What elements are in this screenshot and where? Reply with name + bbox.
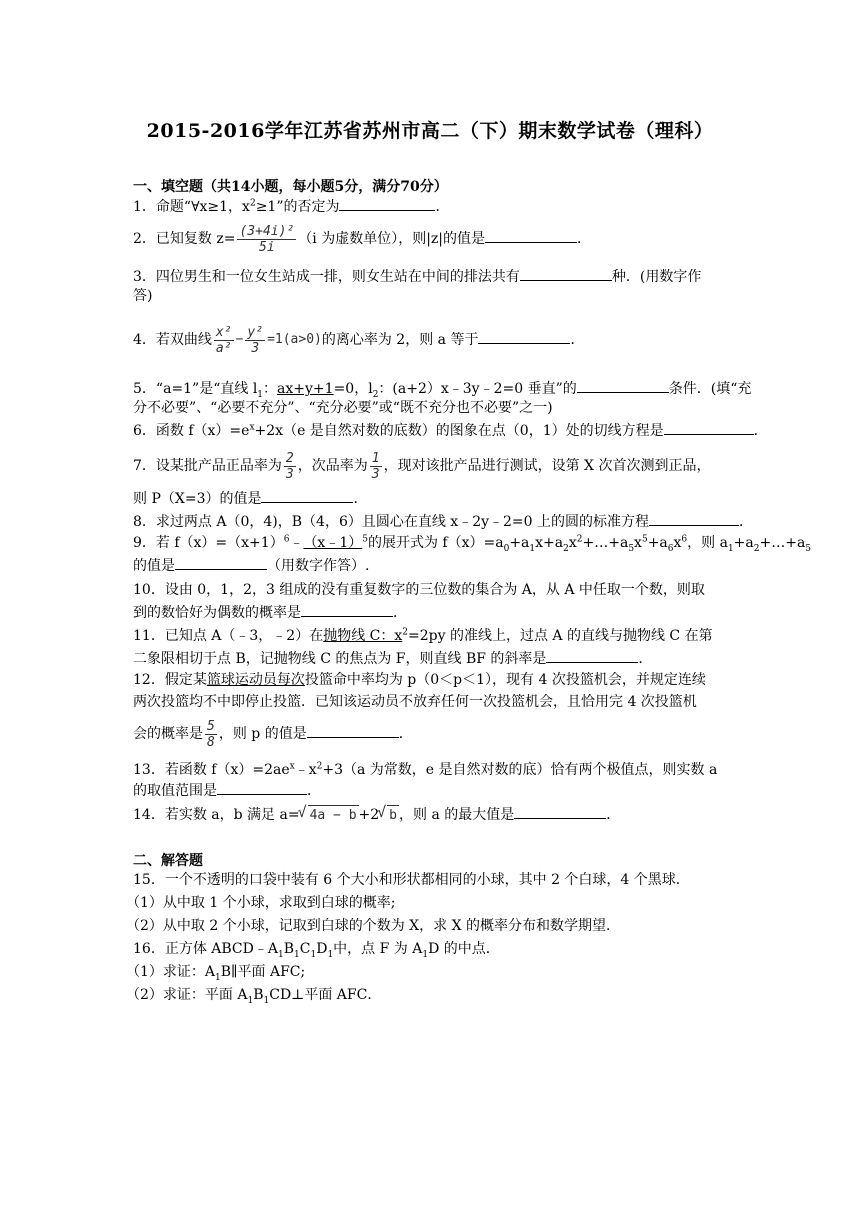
question-9-line2: 的值是 （用数字作答）.	[133, 555, 369, 576]
answer-blank[interactable]	[217, 780, 307, 795]
question-15-part2: （2）从中取 2 个小球，记取到白球的个数为 X，求 X 的概率分布和数学期望．	[126, 918, 620, 934]
question-6: 6．函数 $f(x)=e^x+2x(e$ 是自然对数的底数）的图象在点（0，1）处的切线方程是 ．	[133, 420, 768, 441]
question-9: 9．若 $f(x)=(x+1)^6﹣(x﹣1)^5$的展开式为 $f(x)=a_0+a_1x+a_2x^2+\dots+a_5x^5+a_6x^6$，则 $a_1+a_2+\dots+a_5$	[133, 534, 812, 554]
fraction: $\frac{1}{3}$	[371, 450, 380, 482]
answer-blank[interactable]	[520, 266, 612, 281]
question-16: 16．正方体 $ABCD﹣A_1B_1C_1D_1$中，点 F 为 $A_1D$ 的中点．	[133, 941, 500, 960]
question-4: 4．若双曲线 $\frac{\text{x²}}{\text{a²}}$ − $\frac{\text{y²}}{3}$ =1(a>0)的离心率为 2，则 a 等于 ．	[133, 324, 585, 356]
question-11: 11．已知点 A（﹣3，﹣2）在抛物线 C：$x^2=2py$ 的准线上，过点 A 的直线与抛物线 C 在第	[133, 627, 713, 644]
answer-blank[interactable]	[175, 555, 267, 570]
question-12-line3: 会的概率是 $\frac{5}{8}$ ，则 p 的值是 ．	[133, 718, 413, 750]
question-5: 5．“a=1”是“直线 $l_1$：ax+y+1=0，$l_2$：(a+2）x﹣3y﹣2=0 垂直”的 条件．(填“充	[133, 378, 751, 399]
question-11-line2: 二象限相切于点 B，记抛物线 C 的焦点为 F，则直线 BF 的斜率是 ．	[133, 648, 652, 669]
answer-blank[interactable]	[514, 804, 606, 819]
question-10-line2: 到的数恰好为偶数的概率是 ．	[133, 602, 407, 623]
question-3-line2: 答)	[133, 288, 153, 304]
answer-blank[interactable]	[301, 602, 393, 617]
answer-blank[interactable]	[261, 488, 353, 503]
question-5-line2: 分不必要”、“必要不充分”、“充分必要”或“既不充分也不必要”之一)	[133, 400, 553, 416]
answer-blank[interactable]	[478, 329, 570, 344]
question-13: 13．若函数 $f(x)=2ae^x﹣x^2+3(a$ 为常数，e 是自然对数的底）恰有两个极值点，则实数 a	[133, 761, 718, 778]
question-15: 15．一个不透明的口袋中装有 6 个大小和形状都相同的小球，其中 2 个白球，4 个黑球．	[133, 872, 690, 888]
question-10: 10．设由 0，1，2，3 组成的没有重复数字的三位数的集合为 A，从 A 中任取一个数，则取	[133, 582, 705, 598]
answer-blank[interactable]	[339, 196, 435, 211]
answer-blank[interactable]	[546, 648, 638, 663]
question-1: 1．命题“∀x≥1，$x^2\ge 1$”的否定为 ．	[133, 196, 449, 217]
answer-blank[interactable]	[649, 511, 739, 526]
question-12: 12．假定某篮球运动员每次投篮命中率均为 p（0＜p＜1），现有 4 次投篮机会，并规定连续	[133, 672, 706, 688]
sqrt-expression: √ b	[387, 805, 399, 826]
page-title: 2015-2016学年江苏省苏州市高二（下）期末数学试卷（理科）	[146, 120, 714, 142]
question-14: 14．若实数 a，b 满足 a=√ 4a − b +2√ b ，则 a 的最大值是 ．	[133, 804, 620, 826]
answer-blank[interactable]	[485, 228, 577, 243]
question-12-line2: 两次投篮均不中即停止投篮．已知该运动员不放弃任何一次投篮机会，且恰用完 4 次投篮机	[133, 694, 697, 710]
answer-blank[interactable]	[307, 723, 399, 738]
question-16-part2: （2）求证：平面 $A_1B_1CD\perp$平面 AFC．	[126, 987, 382, 1006]
fraction: $\frac{\text{y²}}{3}$	[247, 324, 264, 356]
answer-blank[interactable]	[664, 420, 754, 435]
question-7-line2: 则 P（X=3）的值是 ．	[133, 488, 367, 509]
question-2: 2．已知复数 z= $\frac{\text{(3+4i)²}}{5i}$ （i 为虚数单位），则|z|的值是 ．	[133, 223, 592, 255]
answer-blank[interactable]	[577, 378, 669, 393]
question-3: 3．四位男生和一位女生站成一排，则女生站在中间的排法共有 种．(用数字作	[133, 266, 701, 287]
question-16-part1: （1）求证：$A_1B\parallel$平面 AFC;	[126, 964, 306, 983]
section-fill-in: 一、填空题（共14小题，每小题5分，满分70分）	[133, 179, 448, 195]
question-13-line2: 的取值范围是 ．	[133, 780, 321, 801]
fraction: $\frac{5}{8}$	[207, 718, 215, 750]
fraction: $\frac{\text{x²}}{\text{a²}}$	[215, 324, 232, 356]
question-15-part1: （1）从中取 1 个小球，求取到白球的概率;	[126, 895, 396, 911]
fraction: $\frac{\text{(3+4i)²}}{5i}$	[239, 223, 295, 255]
question-7: 7．设某批产品正品率为 $\frac{2}{3}$ ，次品率为 $\frac{1}{3}$ ，现对该批产品进行测试，设第 X 次首次测到正品，	[133, 450, 711, 482]
sqrt-expression: √ 4a − b	[308, 805, 359, 826]
fraction: $\frac{2}{3}$	[285, 450, 294, 482]
question-8: 8．求过两点 A（0，4)，B（4，6）且圆心在直线 x﹣2y﹣2=0 上的圆的标准方程 ．	[133, 511, 753, 532]
section-answers: 二、解答题	[133, 853, 203, 869]
